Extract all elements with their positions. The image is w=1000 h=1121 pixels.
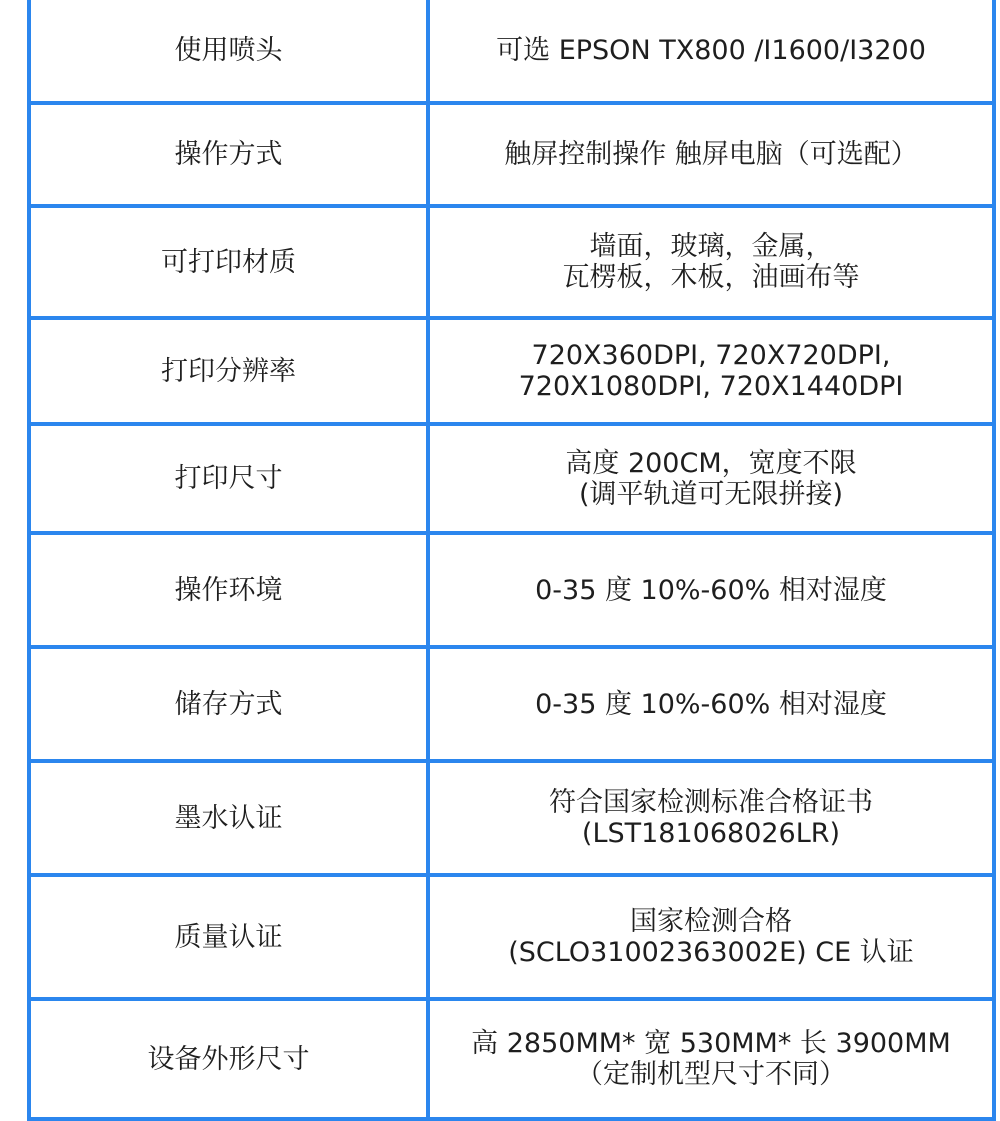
spec-value-line: 高度 200CM，宽度不限 xyxy=(565,447,857,479)
spec-value xyxy=(428,647,994,761)
spec-value-line: 瓦楞板，木板，油画布等 xyxy=(562,262,860,293)
spec-value-line: 0-35 度 10%-60% 相对湿度 xyxy=(535,688,887,720)
spec-value xyxy=(428,103,994,206)
spec-value-line: (LST181068026LR) xyxy=(581,818,841,849)
spec-value-line: 720X360DPI, 720X720DPI, xyxy=(531,340,891,371)
spec-value xyxy=(428,999,994,1119)
spec-value-line: 高 2850MM* 宽 530MM* 长 3900MM xyxy=(471,1028,951,1059)
spec-value xyxy=(428,318,994,424)
spec-value-line: 触屏控制操作 触屏电脑（可选配） xyxy=(504,139,918,170)
spec-value-line: 0-35 度 10%-60% 相对湿度 xyxy=(535,574,887,606)
table-row xyxy=(29,533,994,647)
table-row xyxy=(29,875,994,999)
spec-value-line: (调平轨道可无限拼接) xyxy=(578,478,844,510)
spec-value-line: 国家检测合格 xyxy=(630,906,792,937)
table-row xyxy=(29,424,994,533)
spec-value-line: 可选 EPSON TX800 /I1600/I3200 xyxy=(496,35,926,66)
table-row xyxy=(29,999,994,1119)
table-row xyxy=(29,0,994,103)
spec-value xyxy=(428,875,994,999)
table-row xyxy=(29,206,994,318)
spec-value-line: 720X1080DPI, 720X1440DPI xyxy=(518,371,904,402)
table-row xyxy=(29,647,994,761)
spec-value-line: （定制机型尺寸不同） xyxy=(576,1059,846,1090)
spec-label: 储存方式 xyxy=(29,647,428,761)
spec-label: 使用喷头 xyxy=(29,0,428,103)
spec-label: 操作方式 xyxy=(29,103,428,206)
spec-value xyxy=(428,761,994,875)
table-row xyxy=(29,761,994,875)
spec-label: 打印尺寸 xyxy=(29,424,428,533)
spec-value xyxy=(428,533,994,647)
spec-label: 打印分辨率 xyxy=(29,318,428,424)
spec-value-line: (SCLO31002363002E) CE 认证 xyxy=(508,937,914,968)
spec-label: 设备外形尺寸 xyxy=(29,999,428,1119)
table-row xyxy=(29,318,994,424)
spec-label: 操作环境 xyxy=(29,533,428,647)
spec-label: 质量认证 xyxy=(29,875,428,999)
spec-table xyxy=(27,0,996,1121)
spec-label: 墨水认证 xyxy=(29,761,428,875)
spec-value xyxy=(428,424,994,533)
spec-value xyxy=(428,206,994,318)
spec-value xyxy=(428,0,994,103)
spec-value-line: 墙面，玻璃，金属， xyxy=(589,231,833,262)
table-row xyxy=(29,103,994,206)
spec-label: 可打印材质 xyxy=(29,206,428,318)
spec-value-line: 符合国家检测标准合格证书 xyxy=(549,787,873,818)
